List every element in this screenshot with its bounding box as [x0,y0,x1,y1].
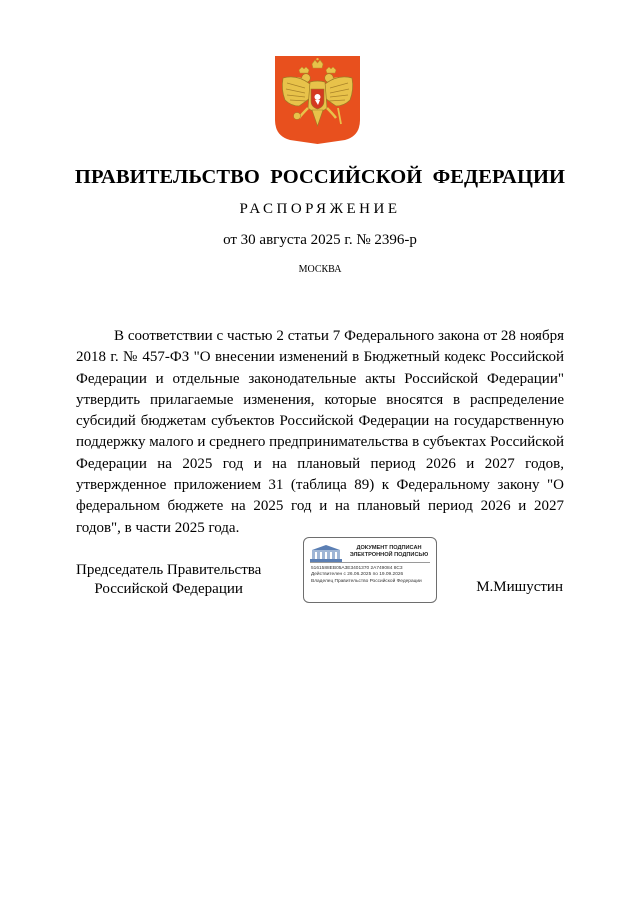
electronic-signature-stamp [303,537,437,603]
government-building-icon [310,544,342,562]
document-type: РАСПОРЯЖЕНИЕ [239,201,401,217]
order-body-paragraph: В соответствии с частью 2 статьи 7 Федерального закона от 28 ноября 2018 г. № 457-ФЗ "О внесении изменений в Бюджетный кодекс Российской Федерации и отдельные законодательные акты Российской Федерации" утвердить прилагаемые изменения, которые вносятся в распределение субсидий бюджетам субъектов Российской Федерации на государственную поддержку малого и среднего предпринимательства в субъектах Российской Федерации на 2025 год и на плановый период 2026 и 2027 годов, утвержденное приложением 31 (таблица 89) к Федеральному закону "О федеральном бюджете на 2025 год и на плановый период 2026 и 2027 годов", в части 2025 года. [76,328,564,536]
signer-position [76,561,261,599]
stamp-details [311,566,433,585]
stamp-title [344,545,434,559]
stamp-certificate: 5161588EB05A3E3401370 2A749084 8C3 [311,566,403,571]
coat-of-arms-emblem [275,56,360,144]
stamp-title-line-2: ЭЛЕКТРОННОЙ ПОДПИСЬЮ [349,552,429,558]
stamp-validity: Действителен с 26.06.2025 по 19.09.2026 [311,572,404,578]
stamp-owner: Владелец Правительство Российской Федерации [311,578,422,584]
stamp-divider [310,562,430,563]
document-city: МОСКВА [298,264,342,275]
signer-position-line-2: Российской Федерации [94,581,243,597]
stamp-title-line-1: ДОКУМЕНТ ПОДПИСАН [356,545,422,551]
issuing-authority-heading: ПРАВИТЕЛЬСТВО РОССИЙСКОЙ ФЕДЕРАЦИИ [74,166,566,188]
russian-coat-of-arms-icon [275,56,360,144]
document-date-number: от 30 августа 2025 г. № 2396-р [223,232,417,248]
signer-position-line-1: Председатель Правительства [76,562,262,578]
signer-name: М.Мишустин [476,579,563,595]
